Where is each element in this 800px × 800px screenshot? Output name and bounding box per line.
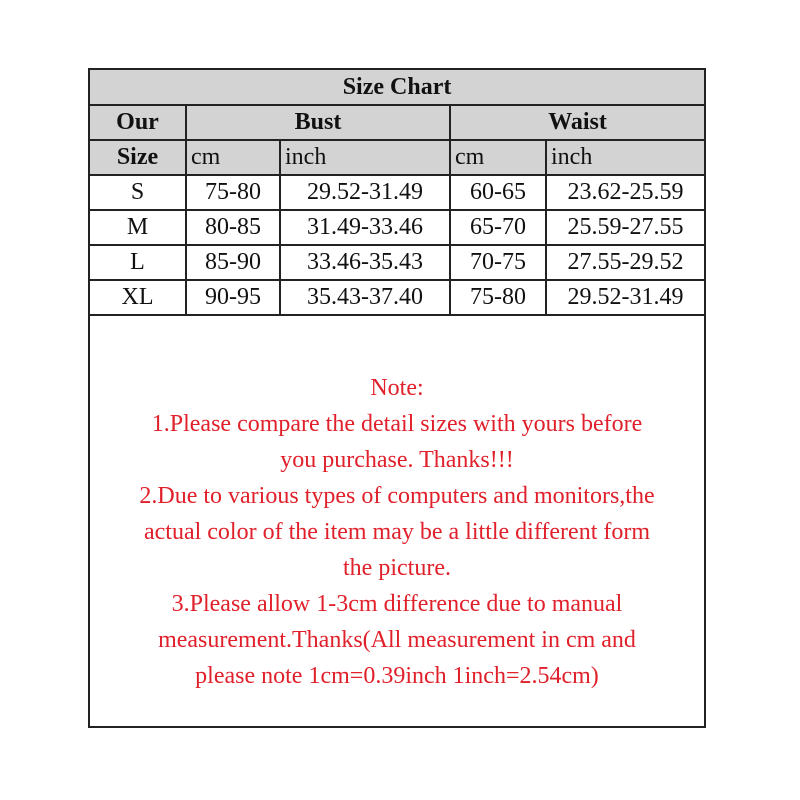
bust-cm-unit: cm xyxy=(186,140,280,175)
bust-cm-cell: 80-85 xyxy=(186,210,280,245)
note-line: you purchase. Thanks!!! xyxy=(280,447,514,473)
our-size-header-line2: Size xyxy=(90,140,186,175)
note-heading: Note: xyxy=(370,375,424,401)
note-line: please note 1cm=0.39inch 1inch=2.54cm) xyxy=(195,663,599,689)
size-cell: L xyxy=(90,245,186,280)
note-line: 1.Please compare the detail sizes with yours before xyxy=(151,411,643,437)
bust-cm-cell: 90-95 xyxy=(186,280,280,315)
size-cell: XL xyxy=(90,280,186,315)
bust-inch-cell: 31.49-33.46 xyxy=(280,210,450,245)
bust-cm-cell: 75-80 xyxy=(186,175,280,210)
waist-cm-cell: 75-80 xyxy=(450,280,546,315)
size-cell: M xyxy=(90,210,186,245)
note-line: 3.Please allow 1-3cm difference due to manual xyxy=(171,591,623,617)
waist-inch-cell: 29.52-31.49 xyxy=(546,280,704,315)
waist-inch-unit: inch xyxy=(546,140,704,175)
waist-cm-cell: 70-75 xyxy=(450,245,546,280)
table-row xyxy=(90,210,704,245)
note-line: actual color of the item may be a little different form xyxy=(143,519,651,545)
size-chart-table xyxy=(90,70,704,316)
note-line: the picture. xyxy=(343,555,451,581)
note-block xyxy=(90,370,704,694)
waist-cm-cell: 60-65 xyxy=(450,175,546,210)
note-line: 2.Due to various types of computers and monitors,the xyxy=(139,483,655,509)
bust-header: Bust xyxy=(186,105,450,140)
bust-inch-unit: inch xyxy=(280,140,450,175)
table-row xyxy=(90,280,704,315)
table-row xyxy=(90,175,704,210)
table-title: Size Chart xyxy=(90,70,704,105)
bust-inch-cell: 33.46-35.43 xyxy=(280,245,450,280)
size-chart-frame xyxy=(88,68,706,728)
bust-inch-cell: 29.52-31.49 xyxy=(280,175,450,210)
waist-header: Waist xyxy=(450,105,704,140)
bust-inch-cell: 35.43-37.40 xyxy=(280,280,450,315)
our-size-header-line1: Our xyxy=(90,105,186,140)
table-row xyxy=(90,245,704,280)
note-line: measurement.Thanks(All measurement in cm and xyxy=(158,627,636,653)
size-cell: S xyxy=(90,175,186,210)
bust-cm-cell: 85-90 xyxy=(186,245,280,280)
waist-inch-cell: 25.59-27.55 xyxy=(546,210,704,245)
waist-cm-unit: cm xyxy=(450,140,546,175)
waist-inch-cell: 23.62-25.59 xyxy=(546,175,704,210)
waist-cm-cell: 65-70 xyxy=(450,210,546,245)
waist-inch-cell: 27.55-29.52 xyxy=(546,245,704,280)
